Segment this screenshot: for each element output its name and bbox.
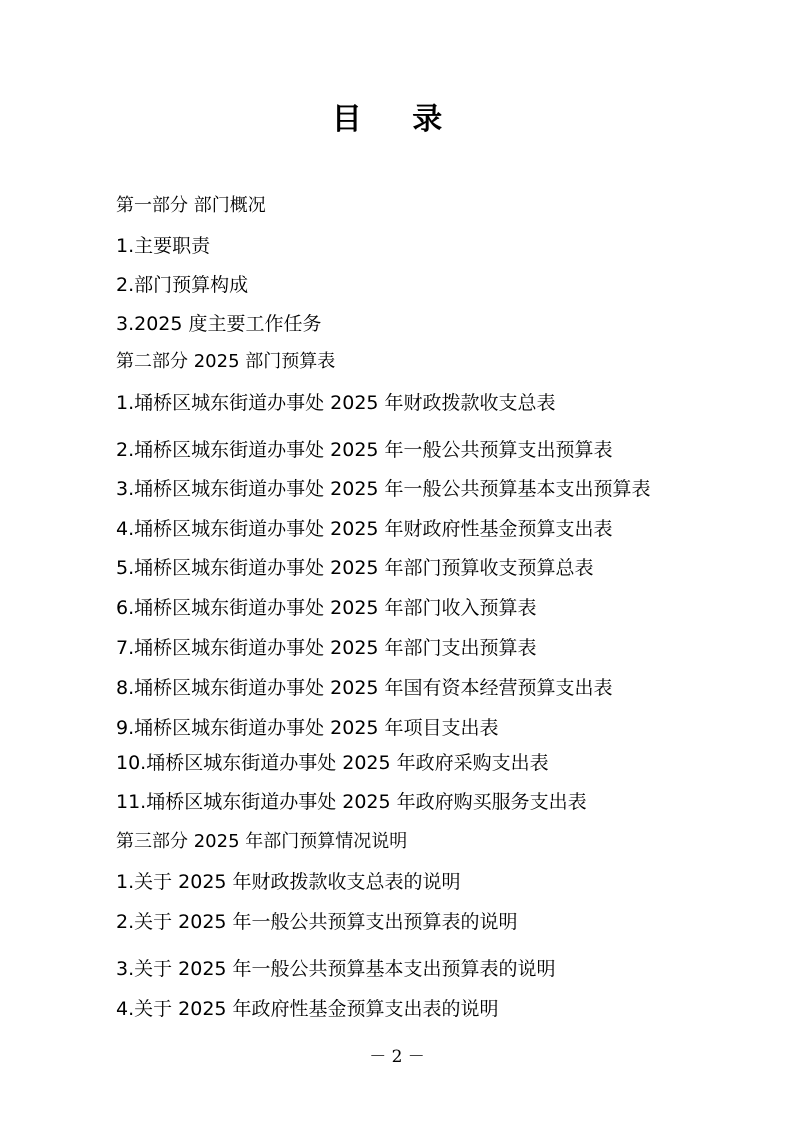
page-number: － 2 －	[369, 1047, 425, 1067]
toc-entry: 3.埇桥区城东街道办事处 2025 年一般公共预算基本支出预算表	[116, 478, 651, 500]
toc-entry: 10.埇桥区城东街道办事处 2025 年政府采购支出表	[116, 752, 549, 774]
toc-entry: 1.关于 2025 年财政拨款收支总表的说明	[116, 871, 461, 893]
toc-entry: 5.埇桥区城东街道办事处 2025 年部门预算收支预算总表	[116, 557, 594, 579]
toc-entry: 2.埇桥区城东街道办事处 2025 年一般公共预算支出预算表	[116, 439, 613, 461]
toc-part-three: 第三部分 2025 年部门预算情况说明	[116, 831, 408, 852]
toc-entry: 11.埇桥区城东街道办事处 2025 年政府购买服务支出表	[116, 791, 587, 813]
toc-part-one: 第一部分 部门概况	[116, 195, 266, 216]
toc-entry: 3.关于 2025 年一般公共预算基本支出预算表的说明	[116, 958, 556, 980]
toc-entry: 1.埇桥区城东街道办事处 2025 年财政拨款收支总表	[116, 392, 556, 414]
toc-entry: 4.埇桥区城东街道办事处 2025 年财政府性基金预算支出表	[116, 518, 613, 540]
toc-entry: 9.埇桥区城东街道办事处 2025 年项目支出表	[116, 717, 499, 739]
toc-part-two: 第二部分 2025 部门预算表	[116, 351, 336, 372]
toc-entry: 3.2025 度主要工作任务	[116, 313, 322, 335]
toc-entry: 7.埇桥区城东街道办事处 2025 年部门支出预算表	[116, 637, 537, 659]
toc-entry: 4.关于 2025 年政府性基金预算支出表的说明	[116, 998, 499, 1020]
toc-entry: 6.埇桥区城东街道办事处 2025 年部门收入预算表	[116, 597, 537, 619]
toc-entry: 2.关于 2025 年一般公共预算支出预算表的说明	[116, 911, 518, 933]
toc-entry: 8.埇桥区城东街道办事处 2025 年国有资本经营预算支出表	[116, 677, 613, 699]
toc-entry: 1.主要职责	[116, 235, 211, 257]
toc-entry: 2.部门预算构成	[116, 274, 249, 296]
page-title: 目 录	[331, 102, 463, 137]
